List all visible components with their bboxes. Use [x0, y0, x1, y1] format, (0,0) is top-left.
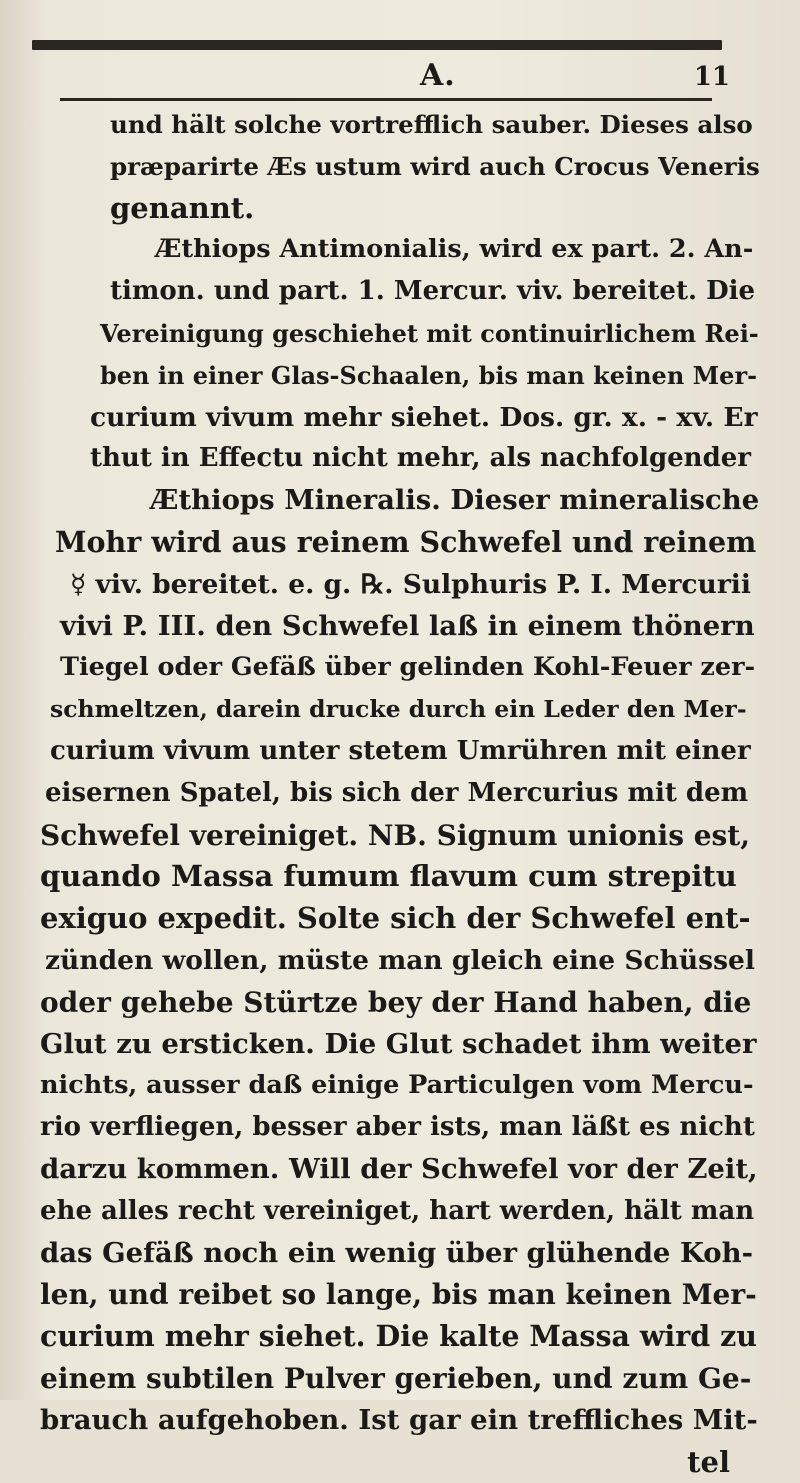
text-line: Mohr wird aus reinem Schwefel und reinem — [40, 522, 760, 564]
page-number: 11 — [694, 62, 730, 92]
text-line: darzu kommen. Will der Schwefel vor der Zeit, — [40, 1149, 760, 1191]
header-rule — [60, 98, 712, 101]
text-line: schmeltzen, darein drucke durch ein Leder den Mer- — [40, 689, 760, 731]
text-line: timon. und part. 1. Mercur. viv. bereitet. Die — [40, 271, 760, 313]
text-line: Æthiops Mineralis. Dieser mineralische — [40, 480, 760, 522]
text-line: Schwefel vereiniget. NB. Signum unionis est, — [40, 815, 760, 857]
text-line: ben in einer Glas-Schaalen, bis man keinen Mer- — [40, 355, 760, 397]
text-line: curium vivum unter stetem Umrühren mit einer — [40, 731, 760, 773]
text-line: Tiegel oder Gefäß über gelinden Kohl-Feuer zer- — [40, 647, 760, 689]
text-line: præparirte Æs ustum wird auch Crocus Veneris — [40, 146, 760, 188]
text-line: oder gehebe Stürtze bey der Hand haben, die — [40, 982, 760, 1024]
top-rule — [32, 40, 722, 50]
text-line: quando Massa fumum flavum cum strepitu — [40, 856, 760, 898]
text-line: curium mehr siehet. Die kalte Massa wird zu — [40, 1316, 760, 1358]
text-line: zünden wollen, müste man gleich eine Schüssel — [40, 940, 760, 982]
text-line: ehe alles recht vereiniget, hart werden, hält man — [40, 1191, 760, 1233]
text-line: eisernen Spatel, bis sich der Mercurius mit dem — [40, 773, 760, 815]
page-header — [60, 58, 740, 98]
text-line: Æthiops Antimonialis, wird ex part. 2. An- — [40, 229, 760, 271]
text-line: nichts, ausser daß einige Particulgen vom Mercu- — [40, 1065, 760, 1107]
text-line: brauch aufgehoben. Ist gar ein treffliches Mit- — [40, 1400, 760, 1442]
text-line: und hält solche vortrefflich sauber. Dieses also — [40, 104, 760, 146]
text-line: exiguo expedit. Solte sich der Schwefel ent- — [40, 898, 760, 940]
text-line: len, und reibet so lange, bis man keinen Mer- — [40, 1274, 760, 1316]
text-line: vivi P. III. den Schwefel laß in einem thönern — [40, 606, 760, 648]
text-line: tel — [40, 1442, 760, 1483]
text-line: einem subtilen Pulver gerieben, und zum Ge- — [40, 1358, 760, 1400]
text-line: thut in Effectu nicht mehr, als nachfolgender — [40, 438, 760, 480]
signature-mark: A. — [420, 58, 456, 93]
text-line: rio verfliegen, besser aber ists, man läßt es nicht — [40, 1107, 760, 1149]
text-line: genannt. — [40, 188, 760, 230]
body-text — [40, 104, 760, 1483]
text-line: das Gefäß noch ein wenig über glühende Koh- — [40, 1233, 760, 1275]
text-line: curium vivum mehr siehet. Dos. gr. x. - xv. Er — [40, 397, 760, 439]
text-line: ☿ viv. bereitet. e. g. ℞. Sulphuris P. I. Mercurii — [40, 564, 760, 606]
text-line: Glut zu ersticken. Die Glut schadet ihm weiter — [40, 1024, 760, 1066]
text-line: Vereinigung geschiehet mit continuirlichem Rei- — [40, 313, 760, 355]
